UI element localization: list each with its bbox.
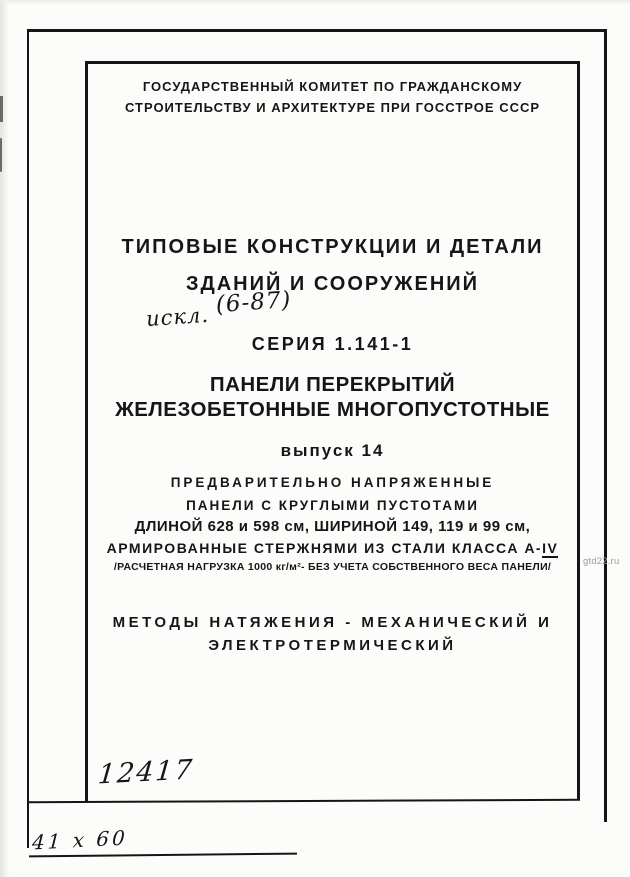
scan-edge-left <box>0 0 9 877</box>
scan-smudge <box>0 138 2 172</box>
title-line2: ЗДАНИЙ И СООРУЖЕНИЙ <box>185 273 480 295</box>
description-line3: ДЛИНОЙ 628 и 598 см, ШИРИНОЙ 149, 119 и 99 см, <box>134 518 531 535</box>
handwritten-note-paren: (6-87) <box>215 286 293 319</box>
scan-edge-top <box>0 0 630 5</box>
watermark-text: gtd22.ru <box>583 556 620 567</box>
document-title <box>88 229 577 303</box>
outer-frame-right-line <box>604 29 607 822</box>
handwritten-format-note: 41 х 60 <box>31 825 129 855</box>
subject-line2: ЖЕЛЕЗОБЕТОННЫЕ МНОГОПУСТОТНЫЕ <box>115 398 550 421</box>
inner-frame-left-line <box>85 61 88 802</box>
outer-frame-left-line <box>27 29 29 848</box>
load-capacity-note: /РАСЧЕТНАЯ НАГРУЗКА 1000 кг/м²- БЕЗ УЧЕТА СОБСТВЕННОГО ВЕСА ПАНЕЛИ/ <box>113 561 552 573</box>
series-number: СЕРИЯ 1.141-1 <box>251 334 414 354</box>
methods-line2: ЭЛЕКТРОТЕРМИЧЕСКИЙ <box>208 637 457 654</box>
tension-methods <box>88 611 577 657</box>
inner-frame-top-line <box>85 61 580 64</box>
committee-line1: ГОСУДАРСТВЕННЫЙ КОМИТЕТ ПО ГРАЖДАНСКОМУ <box>142 79 523 94</box>
title-line1: ТИПОВЫЕ КОНСТРУКЦИИ И ДЕТАЛИ <box>121 236 544 258</box>
outer-frame-top-line <box>27 29 606 32</box>
handwritten-doc-number: 12417 <box>96 754 196 791</box>
methods-line1: МЕТОДЫ НАТЯЖЕНИЯ - МЕХАНИЧЕСКИЙ И <box>112 614 553 631</box>
description-line2: ПАНЕЛИ С КРУГЛЫМИ ПУСТОТАМИ <box>186 498 479 513</box>
committee-line2: СТРОИТЕЛЬСТВУ И АРХИТЕКТУРЕ ПРИ ГОССТРОЕ СССР <box>124 100 541 115</box>
subject-line1: ПАНЕЛИ ПЕРЕКРЫТИЙ <box>209 373 456 396</box>
document-subject <box>88 372 577 422</box>
committee-header <box>88 76 577 118</box>
inner-frame-bottom-line <box>28 799 580 803</box>
scan-smudge <box>0 96 3 122</box>
description-line1: ПРЕДВАРИТЕЛЬНО НАПРЯЖЕННЫЕ <box>170 475 495 490</box>
issue-number: выпуск 14 <box>280 441 385 460</box>
description-line4-prefix: АРМИРОВАННЫЕ СТЕРЖНЯМИ ИЗ СТАЛИ КЛАССА А- <box>106 540 543 556</box>
steel-class-designation: IV <box>542 540 559 556</box>
description-line4 <box>88 540 577 556</box>
inner-frame-right-line <box>577 61 580 800</box>
format-note-underline <box>29 853 297 858</box>
handwritten-note-word: искл. <box>145 302 210 332</box>
